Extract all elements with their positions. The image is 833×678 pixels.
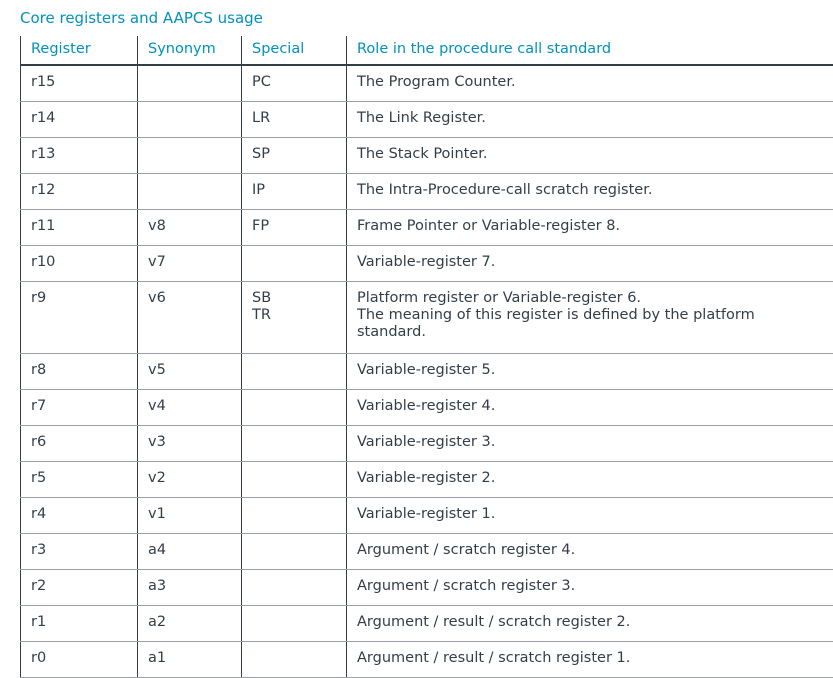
special-name: SP — [252, 146, 336, 163]
cell-role — [347, 174, 833, 210]
table-row — [21, 498, 833, 534]
table-row — [21, 570, 833, 606]
header-role: Role in the procedure call standard — [347, 36, 833, 65]
cell-register: r2 — [21, 570, 138, 606]
cell-role — [347, 534, 833, 570]
cell-register: r11 — [21, 210, 138, 246]
cell-register: r12 — [21, 174, 138, 210]
cell-role — [347, 498, 833, 534]
cell-role — [347, 570, 833, 606]
special-name: IP — [252, 182, 336, 199]
role-text: Variable-register 2. — [357, 470, 824, 487]
cell-special — [242, 354, 347, 390]
cell-synonym: v1 — [138, 498, 242, 534]
table-header-row — [21, 36, 833, 65]
cell-special — [242, 65, 347, 102]
header-special: Special — [242, 36, 347, 65]
table-caption: Core registers and AAPCS usage — [20, 9, 263, 27]
cell-special — [242, 534, 347, 570]
cell-special — [242, 246, 347, 282]
special-name: SB — [252, 290, 336, 307]
header-synonym: Synonym — [138, 36, 242, 65]
cell-synonym: v6 — [138, 282, 242, 354]
table-row — [21, 210, 833, 246]
role-text: Argument / scratch register 3. — [357, 578, 824, 595]
cell-register: r0 — [21, 642, 138, 678]
cell-register: r1 — [21, 606, 138, 642]
cell-register: r13 — [21, 138, 138, 174]
cell-special — [242, 426, 347, 462]
table-row — [21, 282, 833, 354]
cell-special — [242, 174, 347, 210]
table-row — [21, 642, 833, 678]
role-text: standard. — [357, 324, 824, 341]
cell-role — [347, 65, 833, 102]
cell-role — [347, 462, 833, 498]
cell-register: r4 — [21, 498, 138, 534]
cell-register: r9 — [21, 282, 138, 354]
table-row — [21, 354, 833, 390]
cell-special — [242, 642, 347, 678]
cell-role — [347, 426, 833, 462]
cell-role — [347, 606, 833, 642]
role-text: Variable-register 5. — [357, 362, 824, 379]
cell-special — [242, 210, 347, 246]
cell-special — [242, 102, 347, 138]
table-row — [21, 65, 833, 102]
role-text: The Program Counter. — [357, 74, 824, 91]
cell-synonym: v7 — [138, 246, 242, 282]
cell-role — [347, 102, 833, 138]
table-row — [21, 462, 833, 498]
role-text: Frame Pointer or Variable-register 8. — [357, 218, 824, 235]
role-text: Platform register or Variable-register 6. — [357, 290, 824, 307]
table-row — [21, 102, 833, 138]
register-table — [20, 36, 833, 678]
cell-synonym: v8 — [138, 210, 242, 246]
cell-register: r10 — [21, 246, 138, 282]
special-name: LR — [252, 110, 336, 127]
cell-synonym — [138, 65, 242, 102]
cell-role — [347, 390, 833, 426]
cell-special — [242, 138, 347, 174]
cell-role — [347, 210, 833, 246]
role-text: Variable-register 4. — [357, 398, 824, 415]
cell-synonym: a2 — [138, 606, 242, 642]
cell-role — [347, 354, 833, 390]
role-text: Argument / result / scratch register 2. — [357, 614, 824, 631]
cell-synonym: v4 — [138, 390, 242, 426]
table-row — [21, 390, 833, 426]
cell-special — [242, 498, 347, 534]
table-row — [21, 534, 833, 570]
role-text: Variable-register 1. — [357, 506, 824, 523]
role-text: The meaning of this register is defined by the platform — [357, 307, 824, 324]
cell-role — [347, 282, 833, 354]
cell-register: r15 — [21, 65, 138, 102]
cell-synonym: a1 — [138, 642, 242, 678]
role-text: Argument / scratch register 4. — [357, 542, 824, 559]
cell-register: r5 — [21, 462, 138, 498]
table-row — [21, 138, 833, 174]
role-text: Argument / result / scratch register 1. — [357, 650, 824, 667]
special-name: PC — [252, 74, 336, 91]
cell-special — [242, 462, 347, 498]
cell-role — [347, 246, 833, 282]
cell-role — [347, 138, 833, 174]
table-row — [21, 174, 833, 210]
table-row — [21, 246, 833, 282]
cell-synonym — [138, 174, 242, 210]
table-body — [21, 65, 833, 678]
role-text: The Link Register. — [357, 110, 824, 127]
role-text: The Intra-Procedure-call scratch register. — [357, 182, 824, 199]
cell-synonym — [138, 102, 242, 138]
cell-register: r7 — [21, 390, 138, 426]
table-row — [21, 426, 833, 462]
cell-special — [242, 282, 347, 354]
cell-special — [242, 570, 347, 606]
table-row — [21, 606, 833, 642]
special-name: TR — [252, 307, 336, 324]
role-text: Variable-register 3. — [357, 434, 824, 451]
role-text: Variable-register 7. — [357, 254, 824, 271]
cell-role — [347, 642, 833, 678]
cell-synonym: v3 — [138, 426, 242, 462]
cell-register: r8 — [21, 354, 138, 390]
cell-synonym: a4 — [138, 534, 242, 570]
special-name: FP — [252, 218, 336, 235]
cell-register: r6 — [21, 426, 138, 462]
cell-synonym: v2 — [138, 462, 242, 498]
role-text: The Stack Pointer. — [357, 146, 824, 163]
cell-register: r14 — [21, 102, 138, 138]
cell-register: r3 — [21, 534, 138, 570]
cell-synonym — [138, 138, 242, 174]
cell-special — [242, 606, 347, 642]
header-register: Register — [21, 36, 138, 65]
cell-synonym: a3 — [138, 570, 242, 606]
cell-synonym: v5 — [138, 354, 242, 390]
cell-special — [242, 390, 347, 426]
